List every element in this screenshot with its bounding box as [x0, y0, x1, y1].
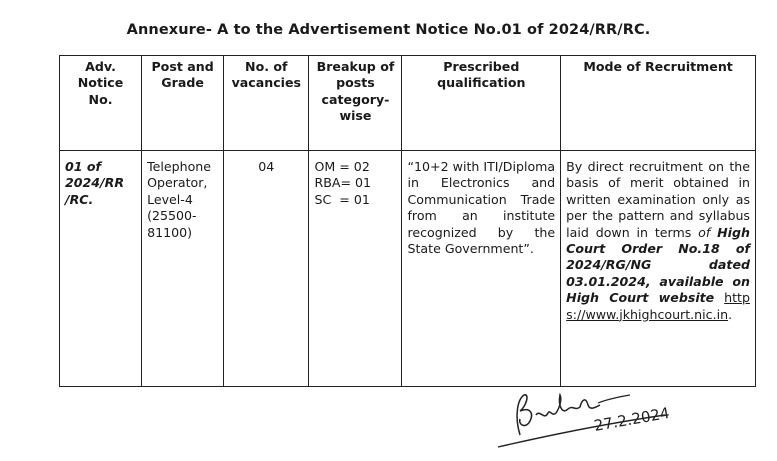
- breakup-om: OM = 02: [314, 159, 370, 174]
- recruitment-of: of: [698, 224, 711, 240]
- recruitment-text: By direct recruitment on the basis of merit obtained in written examination only as per the pattern and syllabus laid down in terms: [566, 159, 750, 240]
- table-row: [60, 151, 756, 387]
- header-row: [60, 56, 756, 151]
- cell-post-and-grade: Telephone Operator, Level-4 (25500-81100): [142, 151, 224, 387]
- cell-qualification: “10+2 with ITI/Diploma in Electronics and Communication Trade from an institute recognized by the State Government”.: [402, 151, 561, 387]
- svg-text:27.2.2024: 27.2.2024: [592, 403, 671, 435]
- cell-adv-notice-no: 01 of 2024/RR /RC.: [60, 151, 142, 387]
- breakup-sc: SC = 01: [314, 191, 370, 207]
- high-court-website-link[interactable]: https://www.jkhighcourt.nic.in: [566, 290, 750, 322]
- header-qualification: Prescribed qualification: [402, 56, 561, 151]
- header-adv-notice-no: Adv. Notice No.: [60, 56, 142, 151]
- header-breakup: Breakup of posts category-wise: [309, 56, 402, 151]
- order-reference: High Court Order No.18 of 2024/RG/NG dated 03.01.2024, available on High Court website: [566, 224, 750, 306]
- header-mode-of-recruitment: Mode of Recruitment: [561, 56, 756, 151]
- link-suffix: .: [728, 306, 733, 322]
- cell-mode-of-recruitment: [561, 151, 756, 387]
- header-no-of-vacancies: No. of vacancies: [224, 56, 309, 151]
- document-title: Annexure- A to the Advertisement Notice No.01 of 2024/RR/RC.: [126, 22, 651, 38]
- breakup-rba: RBA= 01: [314, 175, 372, 191]
- annexure-table: [59, 55, 756, 387]
- signature-icon: [490, 385, 720, 455]
- cell-vacancies: 04: [224, 151, 309, 387]
- cell-breakup: [309, 151, 402, 387]
- header-post-and-grade: Post and Grade: [142, 56, 224, 151]
